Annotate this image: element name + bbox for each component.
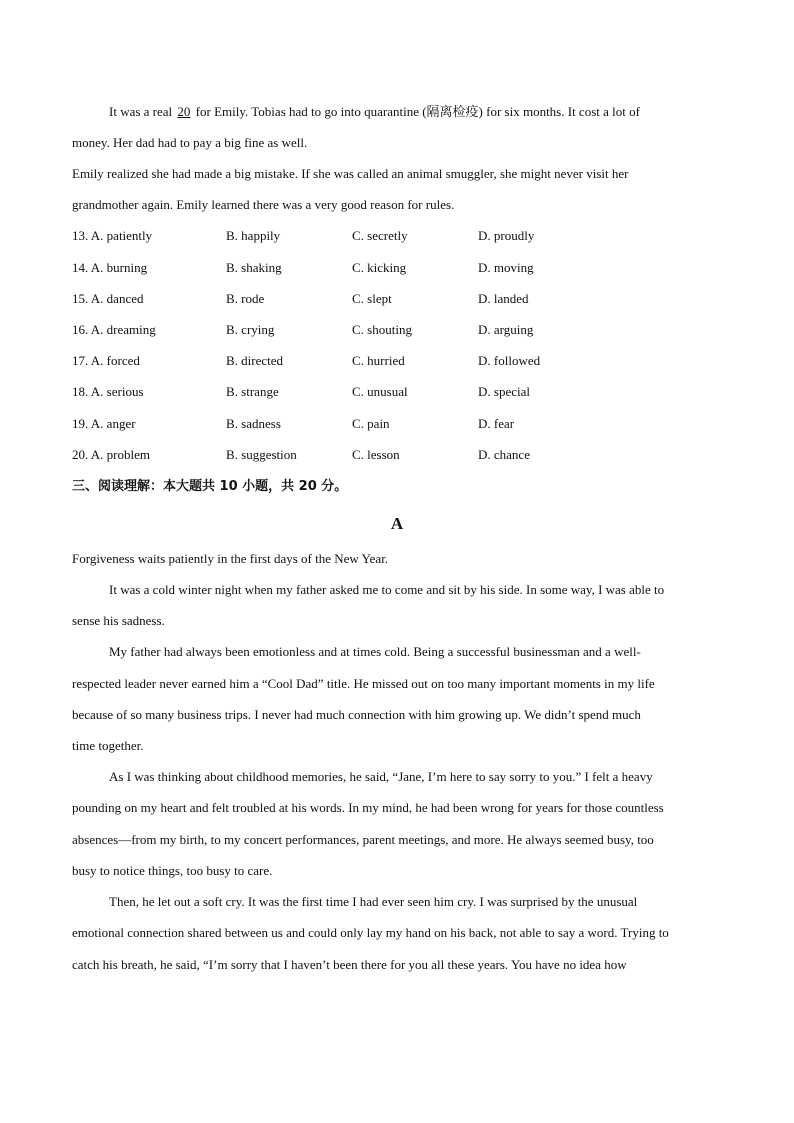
option-c: C. unusual bbox=[352, 384, 408, 399]
passage-line: It was a cold winter night when my father asked me to come and sit by his side. In some way, I was able to bbox=[109, 582, 665, 597]
option-a: 18. A. serious bbox=[72, 384, 144, 399]
option-a: 16. A. dreaming bbox=[72, 322, 156, 337]
passage-line: sense his sadness. bbox=[72, 613, 165, 628]
passage-line: pounding on my heart and felt troubled at his words. In my mind, he had been wrong for years for those countless bbox=[72, 800, 664, 815]
intro-line-3: Emily realized she had made a big mistake. If she was called an animal smuggler, she might never visit her bbox=[72, 166, 629, 181]
section-heading: 三、阅读理解：本大题共 10 小题，共 20 分。 bbox=[72, 479, 348, 494]
option-b: B. sadness bbox=[226, 416, 281, 431]
option-c: C. slept bbox=[352, 291, 392, 306]
passage-line: time together. bbox=[72, 738, 144, 753]
option-d: D. arguing bbox=[478, 322, 534, 337]
option-d: D. proudly bbox=[478, 228, 535, 243]
question-20 bbox=[72, 446, 672, 464]
option-d: D. chance bbox=[478, 447, 530, 462]
question-17 bbox=[72, 352, 672, 370]
passage-line: Then, he let out a soft cry. It was the first time I had ever seen him cry. I was surprised by the unusual bbox=[109, 894, 638, 909]
passage-line: catch his breath, he said, “I’m sorry that I haven’t been there for you all these years. You have no idea how bbox=[72, 957, 627, 972]
option-a: 20. A. problem bbox=[72, 447, 150, 462]
option-d: D. fear bbox=[478, 416, 515, 431]
intro-line-1 bbox=[109, 103, 769, 121]
intro-line-1-end: for Emily. Tobias had to go into quarantine (隔离检疫) for six months. It cost a lot of bbox=[192, 104, 640, 119]
option-c: C. secretly bbox=[352, 228, 408, 243]
passage-line: emotional connection shared between us and could only lay my hand on his back, not able to say a word. Trying to bbox=[72, 925, 669, 940]
blank-20: 20 bbox=[177, 104, 191, 119]
question-19 bbox=[72, 415, 672, 433]
question-18 bbox=[72, 383, 672, 401]
option-c: C. hurried bbox=[352, 353, 405, 368]
passage-line: absences—from my birth, to my concert performances, parent meetings, and more. He always seemed busy, too bbox=[72, 832, 654, 847]
question-15 bbox=[72, 290, 672, 308]
option-c: C. kicking bbox=[352, 260, 407, 275]
passage-line: busy to notice things, too busy to care. bbox=[72, 863, 273, 878]
question-13 bbox=[72, 227, 672, 245]
option-c: C. shouting bbox=[352, 322, 412, 337]
passage-line: As I was thinking about childhood memories, he said, “Jane, I’m here to say sorry to you.” I felt a heavy bbox=[109, 769, 653, 784]
option-d: D. special bbox=[478, 384, 530, 399]
option-b: B. shaking bbox=[226, 260, 282, 275]
option-b: B. directed bbox=[226, 353, 284, 368]
intro-line-1-start: It was a real bbox=[109, 104, 176, 119]
passage-title: A bbox=[390, 514, 404, 533]
option-a: 14. A. burning bbox=[72, 260, 148, 275]
passage-line: My father had always been emotionless and at times cold. Being a successful businessman and a well- bbox=[109, 644, 641, 659]
option-b: B. suggestion bbox=[226, 447, 297, 462]
option-d: D. followed bbox=[478, 353, 541, 368]
option-b: B. strange bbox=[226, 384, 279, 399]
option-d: D. landed bbox=[478, 291, 529, 306]
passage-line: Forgiveness waits patiently in the first days of the New Year. bbox=[72, 551, 389, 566]
passage-line: respected leader never earned him a “Cool Dad” title. He missed out on too many important moments in my life bbox=[72, 676, 655, 691]
intro-line-2: money. Her dad had to pay a big fine as well. bbox=[72, 135, 308, 150]
option-c: C. pain bbox=[352, 416, 390, 431]
passage-line: because of so many business trips. I never had much connection with him growing up. We didn’t spend much bbox=[72, 707, 641, 722]
option-d: D. moving bbox=[478, 260, 534, 275]
question-16 bbox=[72, 321, 672, 339]
option-c: C. lesson bbox=[352, 447, 400, 462]
option-b: B. crying bbox=[226, 322, 275, 337]
option-a: 19. A. anger bbox=[72, 416, 136, 431]
option-b: B. happily bbox=[226, 228, 281, 243]
option-a: 13. A. patiently bbox=[72, 228, 153, 243]
question-14 bbox=[72, 259, 672, 277]
option-a: 15. A. danced bbox=[72, 291, 144, 306]
option-b: B. rode bbox=[226, 291, 265, 306]
option-a: 17. A. forced bbox=[72, 353, 140, 368]
intro-line-4: grandmother again. Emily learned there was a very good reason for rules. bbox=[72, 197, 455, 212]
